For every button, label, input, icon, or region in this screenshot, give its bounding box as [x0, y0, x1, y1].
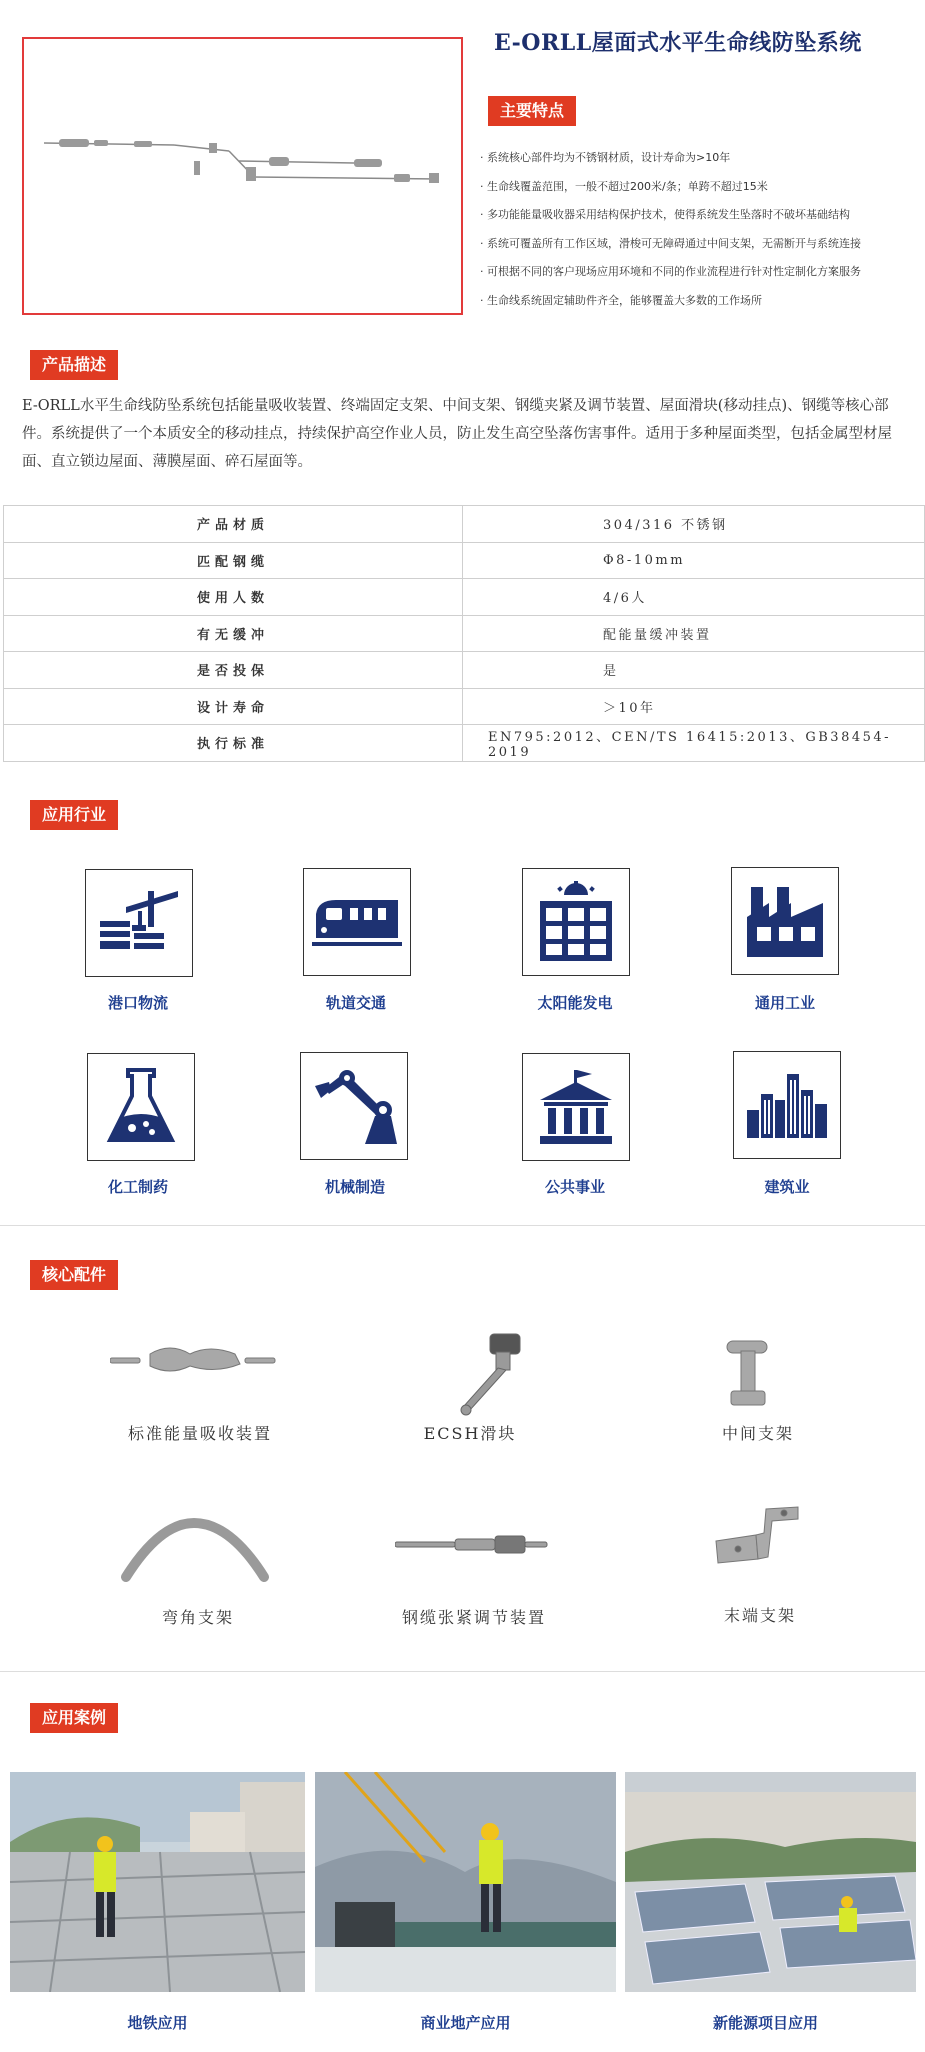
- intermediate-bracket-image: [715, 1335, 785, 1419]
- industries-badge: 应用行业: [30, 800, 118, 830]
- case-label: 商业地产应用: [420, 2014, 511, 2032]
- industry-label: 建筑业: [764, 1178, 810, 1196]
- part-label: 弯角支架: [161, 1608, 234, 1627]
- industry-label: 港口物流: [107, 994, 168, 1012]
- product-description: E-ORLL水平生命线防坠系统包括能量吸收装置、终端固定支架、中间支架、钢缆夹紧及调节装置、屋面滑块(移动挂点)、钢缆等核心部件。系统提供了一个本质安全的移动挂点，持续保护高空作业人员，防止发生高空坠落伤害事件。适用于多种屋面类型，包括金属型材屋面、直立锁边屋面、薄膜屋面、碎石屋面等。: [22, 398, 892, 470]
- spec-key: 产品材质: [4, 506, 463, 543]
- page-title: E-ORLL屋面式水平生命线防坠系统: [494, 30, 862, 56]
- spec-table: [3, 505, 925, 762]
- industry-label: 机械制造: [324, 1178, 385, 1196]
- part-label: ECSH滑块: [423, 1424, 517, 1443]
- table-row: [4, 615, 925, 652]
- solar-panel-icon: [522, 868, 630, 976]
- part-label: 末端支架: [723, 1606, 796, 1625]
- case-label: 地铁应用: [127, 2014, 188, 2032]
- table-row: [4, 542, 925, 579]
- industry-label: 公共事业: [544, 1178, 605, 1196]
- table-row: [4, 725, 925, 762]
- flask-icon: [87, 1053, 195, 1161]
- spec-value: 4/6人: [463, 579, 925, 616]
- feature-list: [480, 144, 920, 315]
- feature-item: · 可根据不同的客户现场应用环境和不同的作业流程进行针对性定制化方案服务: [480, 258, 920, 287]
- spec-value: EN795:2012、CEN/TS 16415:2013、GB38454-2019: [463, 725, 925, 762]
- spec-key: 是否投保: [4, 652, 463, 689]
- corner-bracket-image: [120, 1515, 270, 1589]
- section-divider: [0, 1671, 925, 1672]
- factory-icon: [731, 867, 839, 975]
- feature-item: · 生命线覆盖范围，一般不超过200米/条；单跨不超过15米: [480, 173, 920, 202]
- feature-item: · 生命线系统固定辅助件齐全，能够覆盖大多数的工作场所: [480, 287, 920, 316]
- hero-product-image: [22, 37, 463, 315]
- spec-value: 是: [463, 652, 925, 689]
- part-label: 标准能量吸收装置: [127, 1424, 272, 1443]
- table-row: [4, 506, 925, 543]
- spec-value: Φ8-10mm: [463, 542, 925, 579]
- feature-item: · 多功能能量吸收器采用结构保护技术，使得系统发生坠落时不破坏基础结构: [480, 201, 920, 230]
- case-photo-commercial: [315, 1772, 616, 1992]
- cases-badge: 应用案例: [30, 1703, 118, 1733]
- feature-item: · 系统可覆盖所有工作区域，滑梭可无障碍通过中间支架，无需断开与系统连接: [480, 230, 920, 259]
- case-label: 新能源项目应用: [712, 2014, 818, 2032]
- case-photo-metro: [10, 1772, 305, 1992]
- end-bracket-image: [712, 1505, 802, 1569]
- lifeline-system-illustration: [24, 39, 461, 313]
- public-building-icon: [522, 1053, 630, 1161]
- part-label: 中间支架: [721, 1424, 794, 1443]
- spec-key: 执行标准: [4, 725, 463, 762]
- industry-label: 太阳能发电: [537, 994, 613, 1012]
- table-row: [4, 579, 925, 616]
- spec-key: 使用人数: [4, 579, 463, 616]
- ecsh-slider-image: [440, 1330, 540, 1424]
- table-row: [4, 652, 925, 689]
- port-crane-icon: [85, 869, 193, 977]
- description-badge: 产品描述: [30, 350, 118, 380]
- robot-arm-icon: [300, 1052, 408, 1160]
- case-photo-newenergy: [625, 1772, 916, 1992]
- spec-key: 设计寿命: [4, 688, 463, 725]
- spec-key: 有无缓冲: [4, 615, 463, 652]
- features-badge: 主要特点: [488, 96, 576, 126]
- energy-absorber-image: [110, 1330, 280, 1394]
- industry-label: 轨道交通: [325, 994, 386, 1012]
- parts-badge: 核心配件: [30, 1260, 118, 1290]
- industry-label: 化工制药: [107, 1178, 168, 1196]
- train-icon: [303, 868, 411, 976]
- section-divider: [0, 1225, 925, 1226]
- spec-value: 配能量缓冲装置: [463, 615, 925, 652]
- spec-value: 304/316 不锈钢: [463, 506, 925, 543]
- table-row: [4, 688, 925, 725]
- part-label: 钢缆张紧调节装置: [401, 1608, 546, 1627]
- industry-label: 通用工业: [754, 994, 815, 1012]
- spec-key: 匹配钢缆: [4, 542, 463, 579]
- cable-tensioner-image: [395, 1530, 550, 1564]
- feature-item: · 系统核心部件均为不锈钢材质，设计寿命为>10年: [480, 144, 920, 173]
- buildings-icon: [733, 1051, 841, 1159]
- spec-value: ＞10年: [463, 688, 925, 725]
